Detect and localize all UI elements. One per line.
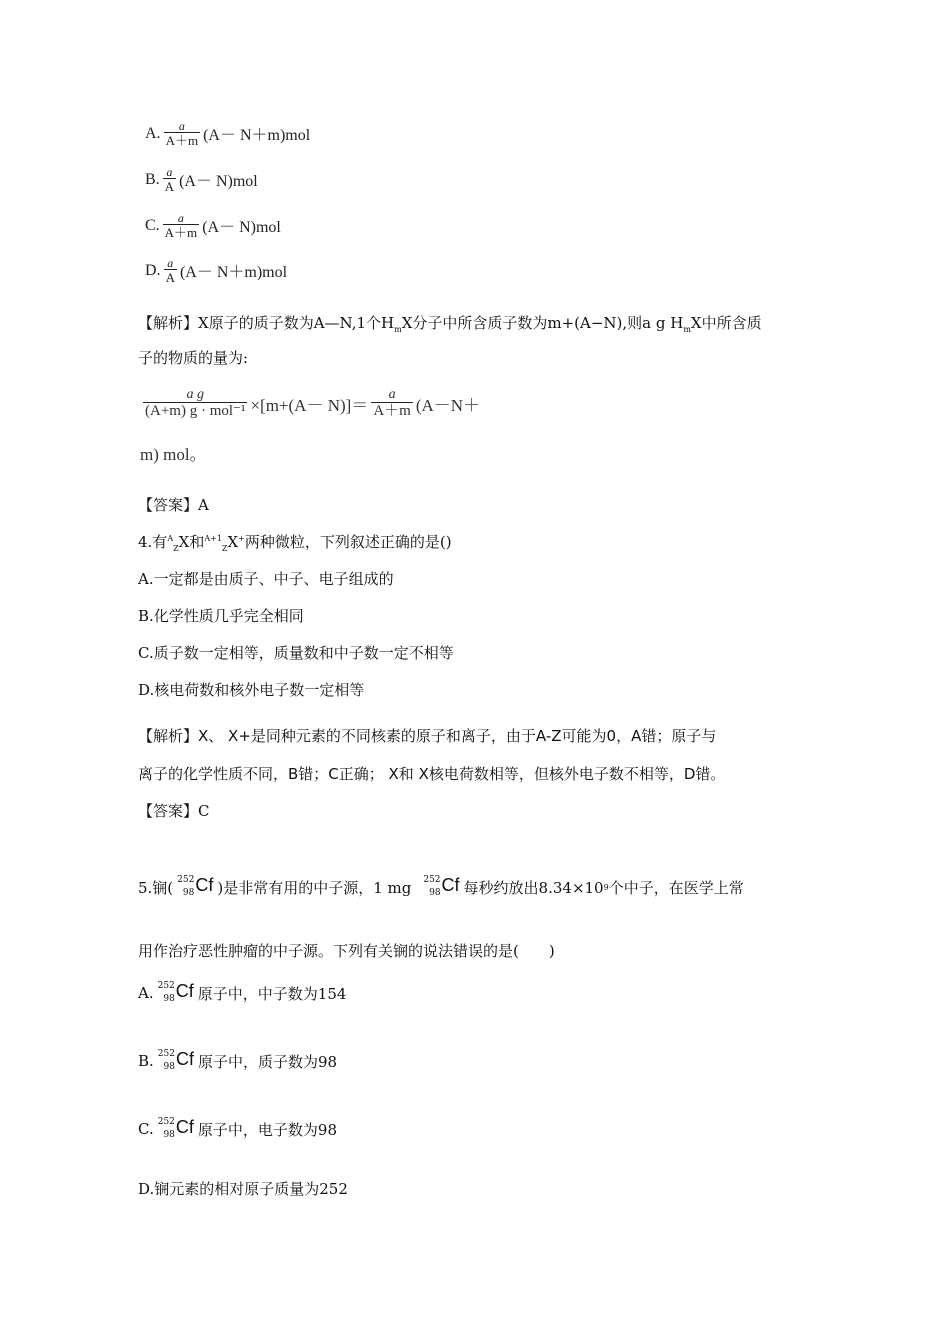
cf-nuclide: 252 98 Cf xyxy=(157,1117,194,1140)
q4-option-c: C.质子数一定相等，质量数和中子数一定不相等 xyxy=(138,644,454,662)
fraction: $\frac{a}{A+m}$ xyxy=(164,211,198,240)
q4-stem: 4.有$^A_Z$X和$^{A+1}_Z$X+两种微粒，下列叙述正确的是() xyxy=(138,533,452,553)
q5-option-c: C. 252 98 Cf 原子中，电子数为98 xyxy=(138,1117,337,1140)
q5-stem-line2: 用作治疗恶性肿瘤的中子源。下列有关锎的说法错误的是( ) xyxy=(138,942,555,960)
q3-analysis-line1: 【解析】X原子的质子数为A—N,1个$H_mX$分子中所含质子数为m+(A−N),则a g $H_mX$中所含质 xyxy=(138,314,762,334)
q4-answer xyxy=(138,800,210,821)
q4-option-b: B.化学性质几乎完全相同 xyxy=(138,607,304,625)
option-prefix: D. xyxy=(145,261,161,279)
option-expression: (A－ N＋m)mol xyxy=(203,127,311,144)
analysis-label: 【解析】 xyxy=(138,727,199,745)
cf-nuclide: 252 98 Cf xyxy=(157,1049,194,1072)
q3-equation: $\frac{\text{a g}}{\text{(A+m) g · mol⁻¹}}$ ×[m+(A－ N)]＝ $\frac{a}{A+m}$ (A－N＋ xyxy=(145,387,481,419)
cf-nuclide: 252 98 Cf xyxy=(423,875,460,898)
equation-fraction-2: $\frac{a}{A+m}$ xyxy=(373,387,411,419)
q3-option-a xyxy=(145,120,310,147)
answer-label: 【答案】 xyxy=(138,496,199,514)
q3-equation-line2: m) mol。 xyxy=(140,445,207,464)
q5-stem-line1: 5.锎( 252 98 Cf )是非常有用的中子源，1 mg 252 98 Cf 每秒约放出8.34×10 9 个中子，在医学上常 xyxy=(138,875,744,898)
q5-option-b: B. 252 98 Cf 原子中，质子数为98 xyxy=(138,1049,338,1072)
q4-analysis-line1: 【解析】X、 X+是同种元素的不同核素的原子和离子，由于A-Z可能为0，A错；原子与 xyxy=(138,727,717,745)
q4-option-d: D.核电荷数和核外电子数一定相等 xyxy=(138,681,365,699)
option-prefix: C. xyxy=(145,216,160,234)
cf-nuclide: 252 98 Cf xyxy=(157,981,194,1004)
q3-option-c xyxy=(145,212,281,239)
q3-analysis-line2: 子的物质的量为: xyxy=(138,349,249,367)
q3-answer xyxy=(138,494,209,515)
q3-option-b xyxy=(145,166,258,193)
option-prefix: B. xyxy=(145,170,160,188)
option-expression: (A－ N)mol xyxy=(202,219,281,236)
q5-option-a: A. 252 98 Cf 原子中，中子数为154 xyxy=(138,981,347,1004)
answer-value: A xyxy=(198,496,209,514)
cf-nuclide: 252 98 Cf xyxy=(177,875,214,898)
fraction: $\frac{a}{A}$ xyxy=(164,165,175,194)
option-prefix: A. xyxy=(145,124,161,142)
q4-option-a: A.一定都是由质子、中子、电子组成的 xyxy=(138,570,394,588)
answer-value: C xyxy=(198,802,210,820)
option-expression: (A－ N)mol xyxy=(179,173,258,190)
analysis-label: 【解析】 xyxy=(138,314,199,332)
q4-analysis-line2: 离子的化学性质不同，B错；C正确； X和 X核电荷数相等，但核外电子数不相等，D错。 xyxy=(138,765,726,783)
fraction: $\frac{a}{A}$ xyxy=(165,256,175,285)
q3-option-d xyxy=(145,257,287,284)
q5-option-d: D.锎元素的相对原子质量为252 xyxy=(138,1180,348,1198)
option-expression: (A－ N＋m)mol xyxy=(179,264,288,281)
fraction: $\frac{a}{A+m}$ xyxy=(165,119,199,148)
equation-fraction: $\frac{\text{a g}}{\text{(A+m) g · mol⁻¹}}$ xyxy=(145,387,246,419)
answer-label: 【答案】 xyxy=(138,802,199,820)
